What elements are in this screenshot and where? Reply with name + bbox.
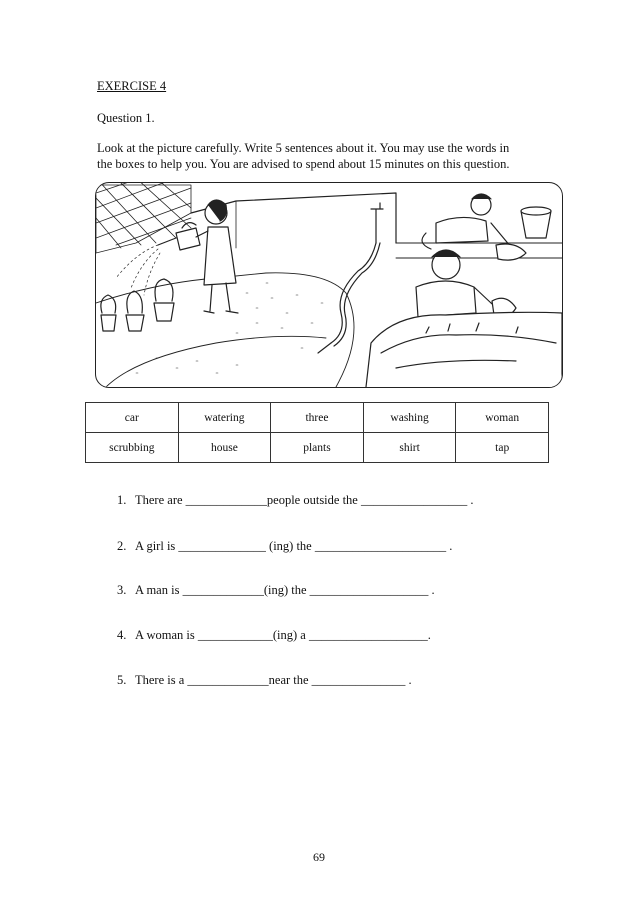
sentence-number: 3. xyxy=(117,583,127,597)
word-cell: washing xyxy=(363,403,456,433)
sentence-text: There are _____________people outside the _________________ . xyxy=(135,493,474,507)
question-label: Question 1. xyxy=(97,111,155,125)
sentence-text: A man is _____________(ing) the ___________________ . xyxy=(135,583,435,597)
exercise-title: EXERCISE 4 xyxy=(97,79,167,93)
scene-illustration xyxy=(95,182,563,388)
sentence-text: A girl is ______________ (ing) the _____________________ . xyxy=(135,539,453,553)
word-cell: woman xyxy=(456,403,549,433)
sentence-2 xyxy=(117,538,452,554)
word-row xyxy=(86,433,549,463)
woman-figure xyxy=(422,194,526,260)
sentence-number: 1. xyxy=(117,493,127,507)
instruction-line-2: the boxes to help you. You are advised to spend about 15 minutes on this question. xyxy=(97,157,510,171)
word-cell: tap xyxy=(456,433,549,463)
car xyxy=(366,312,562,387)
word-cell: three xyxy=(271,403,364,433)
potted-plants xyxy=(101,279,174,331)
page-number: 69 xyxy=(313,850,325,864)
lattice-fence xyxy=(96,183,191,253)
girl-figure xyxy=(196,200,238,313)
bucket xyxy=(521,207,551,238)
word-cell: watering xyxy=(178,403,271,433)
word-cell: house xyxy=(178,433,271,463)
sentence-number: 4. xyxy=(117,628,127,642)
word-row xyxy=(86,403,549,433)
sentence-text: A woman is ____________(ing) a ___________________. xyxy=(135,628,431,642)
word-cell: scrubbing xyxy=(86,433,179,463)
word-cell: car xyxy=(86,403,179,433)
tap-and-hose xyxy=(318,203,383,353)
sentence-number: 2. xyxy=(117,539,127,553)
sentence-4 xyxy=(117,627,431,643)
sentence-1 xyxy=(117,492,473,508)
sentence-5 xyxy=(117,672,412,688)
instruction-line-1: Look at the picture carefully. Write 5 sentences about it. You may use the words in xyxy=(97,141,510,155)
sentence-text: There is a _____________near the _______________ . xyxy=(135,673,412,687)
sentence-3 xyxy=(117,582,435,598)
word-cell: shirt xyxy=(363,433,456,463)
word-box-table xyxy=(85,402,549,463)
word-cell: plants xyxy=(271,433,364,463)
sentence-number: 5. xyxy=(117,673,127,687)
